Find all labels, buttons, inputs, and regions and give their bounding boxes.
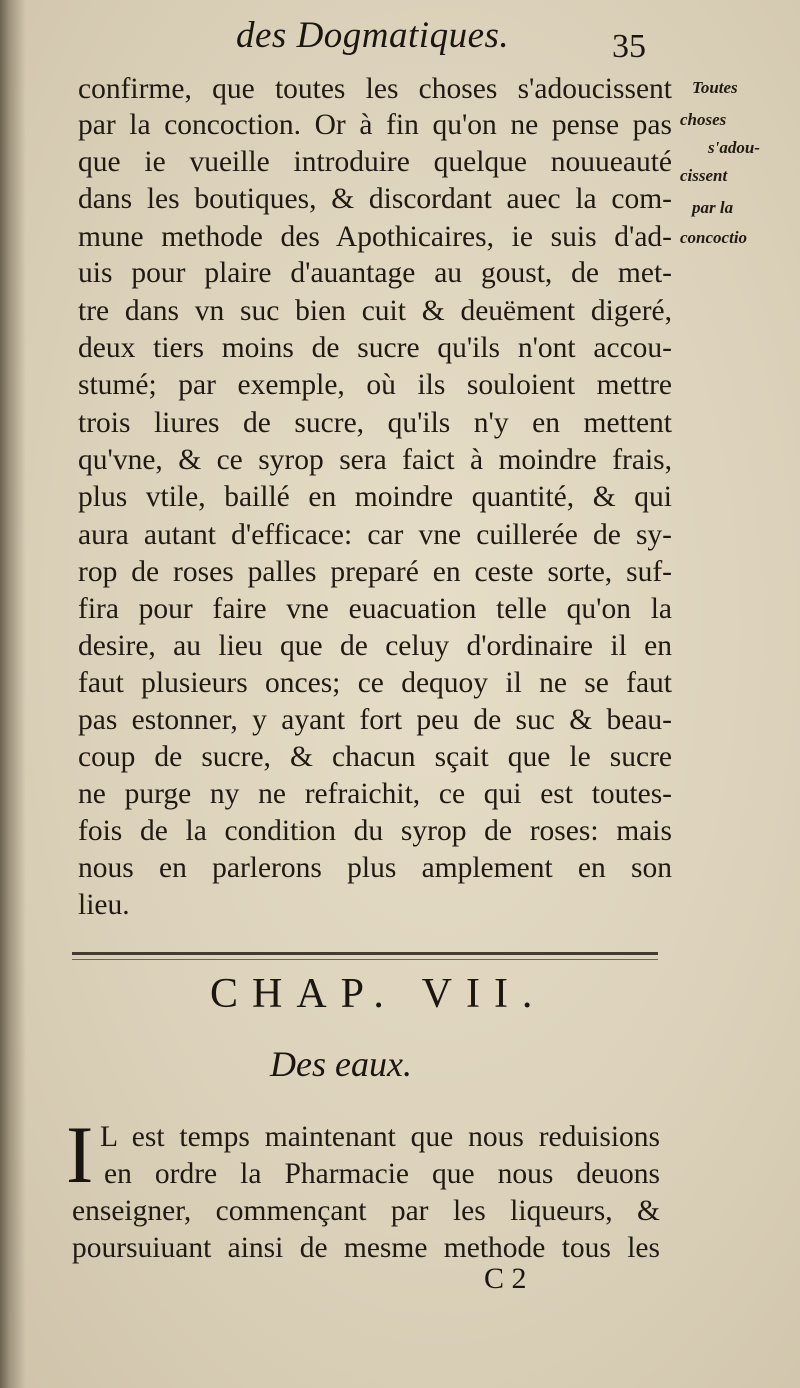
text-line: desire, au lieu que de celuy d'ordinaire il en (78, 630, 672, 662)
margin-note-line: Toutes (692, 78, 738, 97)
chapter-heading: CHAP. VII. (210, 971, 547, 1017)
text-line: coup de sucre, & chacun sçait que le sucre (78, 741, 672, 773)
text-line: uis pour plaire d'auantage au goust, de met- (78, 257, 672, 289)
text-line: fois de la condition du syrop de roses: mais (78, 815, 672, 847)
text-line: confirme, que toutes les choses s'adoucissent (78, 73, 672, 105)
text-line: faut plusieurs onces; ce dequoy il ne se faut (78, 667, 672, 699)
text-line: deux tiers moins de sucre qu'ils n'ont accou- (78, 332, 672, 364)
section-rule (72, 952, 658, 960)
text-line: aura autant d'efficace: car vne cuillerée de sy- (78, 519, 672, 551)
running-head: des Dogmatiques. (236, 15, 510, 56)
text-line: par la concoction. Or à fin qu'on ne pense pas (78, 109, 672, 141)
binding-shadow (0, 0, 26, 1388)
margin-note-line: concoctio (680, 228, 748, 247)
text-line: stumé; par exemple, où ils souloient mettre (78, 369, 672, 401)
text-line: rop de roses palles preparé en ceste sorte, suf- (78, 556, 672, 588)
text-line: mune methode des Apothicaires, ie suis d'ad- (78, 221, 672, 253)
text-line: poursuiuant ainsi de mesme methode tous les (72, 1232, 660, 1264)
text-line: qu'vne, & ce syrop sera faict à moindre frais, (78, 444, 672, 476)
text-line: trois liures de sucre, qu'ils n'y en mettent (78, 407, 672, 439)
margin-note-line: cissent (680, 166, 728, 185)
text-line: en ordre la Pharmacie que nous deuons (104, 1158, 660, 1190)
text-line: lieu. (78, 889, 130, 921)
text-line: pas estonner, y ayant fort peu de suc & beau- (78, 704, 672, 736)
margin-note-line: choses (680, 110, 727, 129)
text-line: tre dans vn suc bien cuit & deuëment digeré, (78, 295, 672, 327)
drop-cap: I (66, 1109, 94, 1200)
margin-note-line: s'adou- (708, 138, 760, 157)
signature-mark: C 2 (484, 1262, 527, 1295)
text-line: enseigner, commençant par les liqueurs, & (72, 1195, 660, 1227)
text-line: plus vtile, baillé en moindre quantité, & qui (78, 481, 672, 513)
margin-note-line: par la (692, 198, 734, 217)
text-line: dans les boutiques, & discordant auec la com- (78, 183, 672, 215)
page-number: 35 (612, 28, 646, 65)
text-line: fira pour faire vne euacuation telle qu'on la (78, 593, 672, 625)
text-line: nous en parlerons plus amplement en son (78, 852, 672, 884)
text-line: L est temps maintenant que nous reduisions (100, 1121, 660, 1153)
text-line: que ie vueille introduire quelque nouueauté (78, 146, 672, 178)
chapter-title: Des eaux. (270, 1044, 412, 1084)
text-line: ne purge ny ne refraichit, ce qui est toutes- (78, 778, 672, 810)
